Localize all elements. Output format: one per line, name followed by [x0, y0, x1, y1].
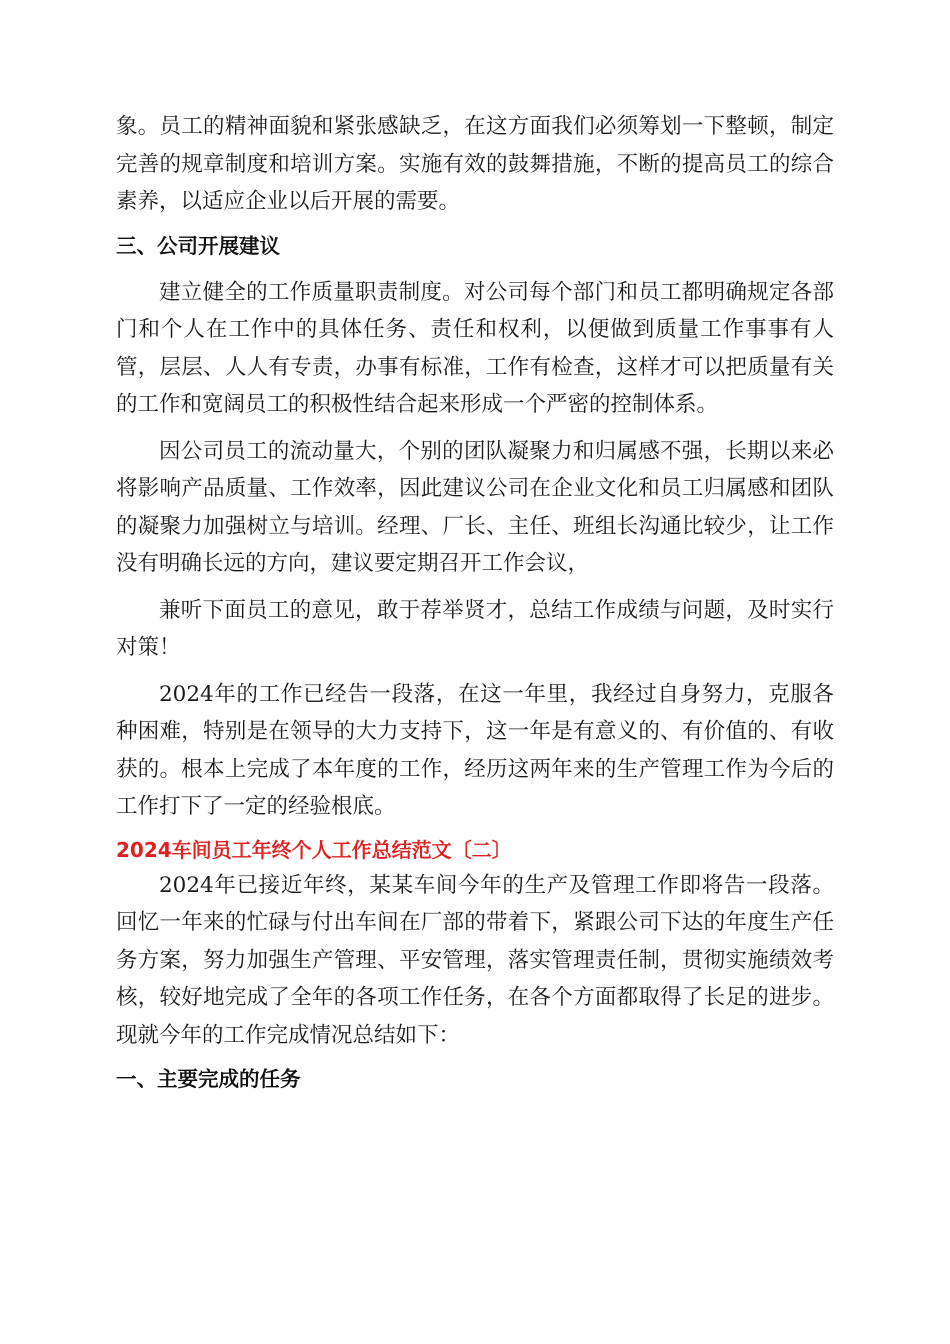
section-heading-development-suggestions: 三、公司开展建议	[116, 233, 280, 258]
paragraph-year-summary: 2024年的工作已经告一段落，在这一年里，我经过自身努力，克服各种困难，特别是在领导的大力支持下，这一年是有意义的、有价值的、有收获的。根本上完成了本年度的工作，经历这两年来的生产管理工作为今后的工作打下了一定的经验根底。	[116, 681, 834, 819]
document-section-title: 2024车间员工年终个人工作总结范文〔二〕	[116, 837, 512, 862]
document-body	[116, 108, 834, 1107]
paragraph-workshop-intro: 2024年已接近年终，某某车间今年的生产及管理工作即将告一段落。回忆一年来的忙碌与付出车间在厂部的带着下，紧跟公司下达的年度生产任务方案，努力加强生产管理、平安管理，落实管理责任制，贯彻实施绩效考核，较好地完成了全年的各项工作任务，在各个方面都取得了长足的进步。现就今年的工作完成情况总结如下：	[116, 872, 834, 1048]
paragraph-continuation: 象。员工的精神面貌和紧张感缺乏，在这方面我们必须筹划一下整顿，制定完善的规章制度和培训方案。实施有效的鼓舞措施，不断的提高员工的综合素养，以适应企业以后开展的需要。	[116, 114, 834, 214]
section-heading-main-tasks: 一、主要完成的任务	[116, 1067, 301, 1091]
paragraph-listen-to-staff: 兼听下面员工的意见，敢于荐举贤才，总结工作成绩与问题，及时实行对策！	[116, 597, 834, 660]
paragraph-quality-responsibility: 建立健全的工作质量职责制度。对公司每个部门和员工都明确规定各部门和个人在工作中的具体任务、责任和权利，以便做到质量工作事事有人管，层层、人人有专责，办事有标准，工作有检查，这样才可以把质量有关的工作和宽阔员工的积极性结合起来形成一个严密的控制体系。	[116, 279, 834, 417]
paragraph-staff-turnover: 因公司员工的流动量大，个别的团队凝聚力和归属感不强，长期以来必将影响产品质量、工作效率，因此建议公司在企业文化和员工归属感和团队的凝聚力加强树立与培训。经理、厂长、主任、班组长沟通比较少，让工作没有明确长远的方向，建议要定期召开工作会议，	[116, 438, 834, 576]
